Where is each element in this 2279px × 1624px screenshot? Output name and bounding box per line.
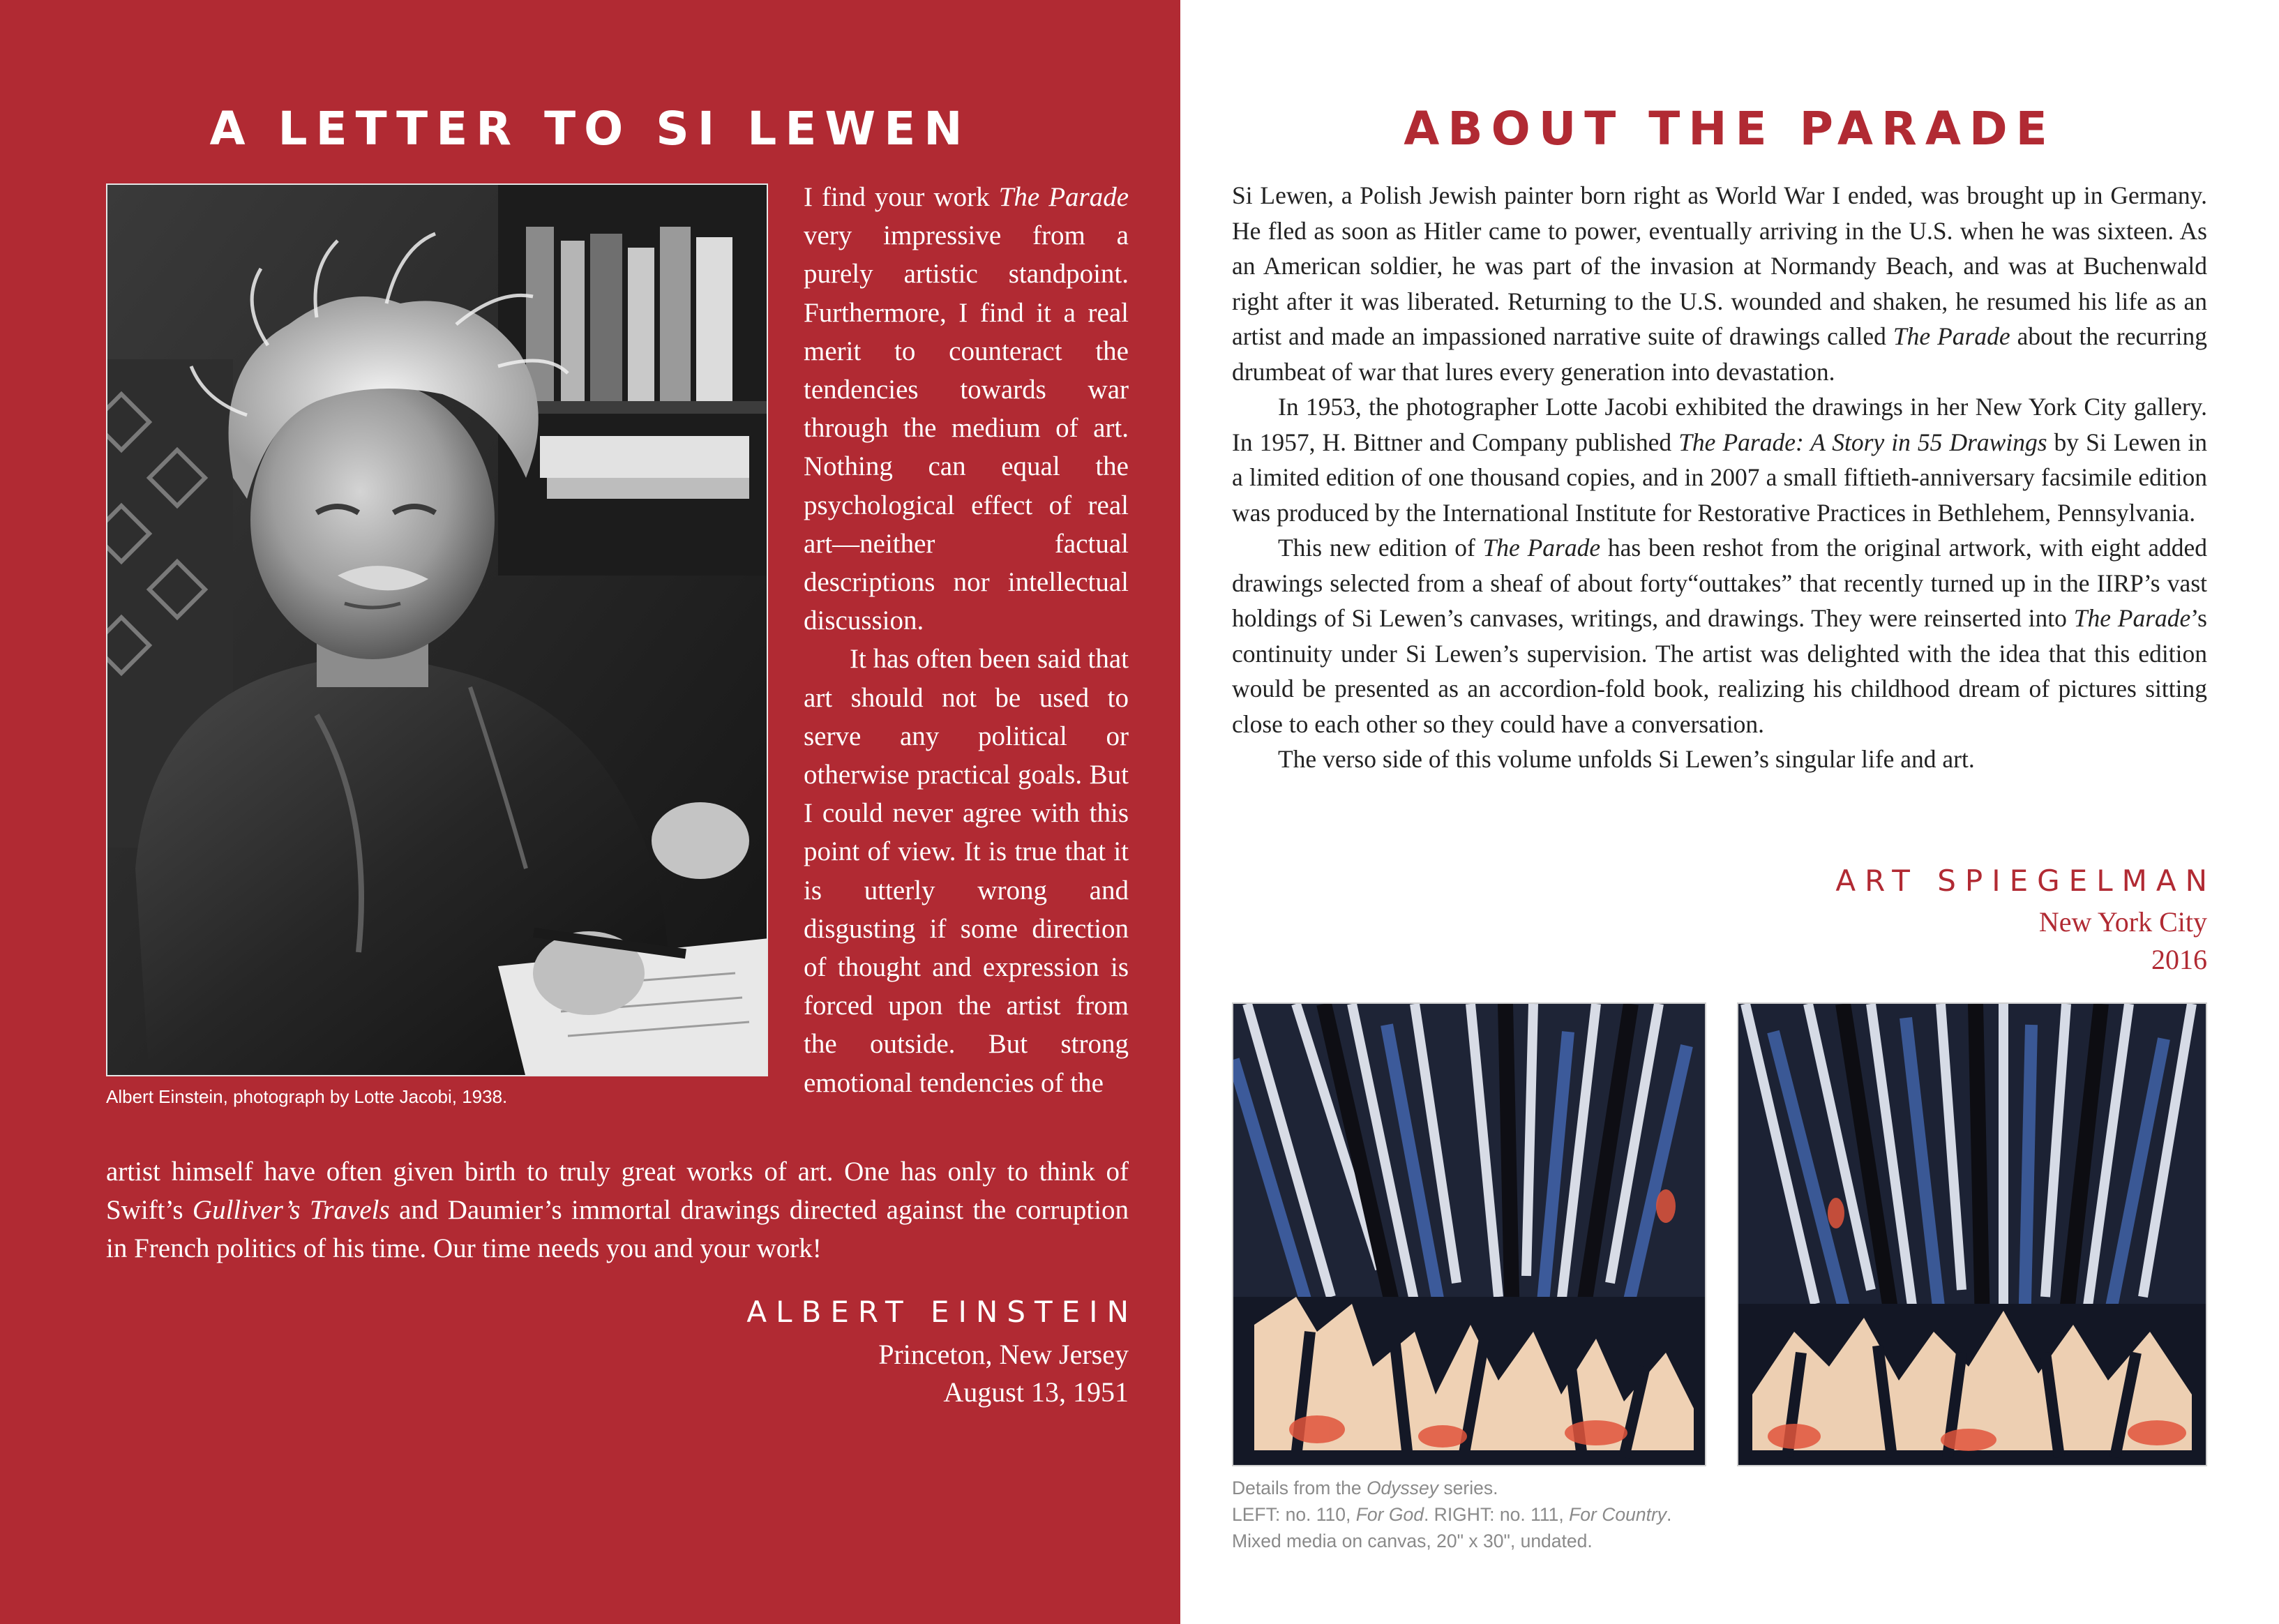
about-p1-title: The Parade <box>1893 322 2010 350</box>
einstein-signature <box>628 1295 1138 1411</box>
letter-heading: A LETTER TO SI LEWEN <box>209 102 971 156</box>
artwork-caption <box>1232 1475 1860 1554</box>
letter-p2-cont-start: artist himself have often given birth to truly great works of art. One has only to think of Swift’s <box>106 1157 1129 1226</box>
about-p3-middle: has been reshot from the original artwork, with eight added drawings selected from a sheaf of about forty“outtakes” that recently turned up in the IIRP’s vast holdings of Si Lewen’s canvases, writings, and drawings. They were reinserted into <box>1232 534 2207 632</box>
about-paragraph-1 <box>1232 178 2207 389</box>
signature-place: Princeton, New Jersey <box>878 1339 1129 1370</box>
letter-paragraph-2-continued <box>106 1152 1129 1268</box>
about-p2-rest: by Si Lewen in a limited edition of one thousand copies, and in 2007 a small fiftieth-anniversary facsimile edition was produced by the International Institute for Restorative Practices in Bethlehem, Pennsylvania. <box>1232 428 2207 527</box>
about-p2-title: The Parade: A Story in 55 Drawings <box>1678 428 2047 456</box>
letter-paragraph-1 <box>804 178 1129 640</box>
artwork-for-god <box>1232 1002 1706 1466</box>
caption-right-title: For Country <box>1569 1504 1667 1525</box>
about-p3-title-2: The Parade <box>2073 604 2191 632</box>
about-heading: ABOUT THE PARADE <box>1404 102 2056 156</box>
about-p3-rest: ’s continuity under Si Lewen’s supervision. The artist was delighted with the idea that this edition would be presented as an accordion-fold book, realizing his childhood dream of pictures sitting close to each other so they could have a conversation. <box>1232 604 2207 738</box>
letter-gulliver-title: Gulliver’s Travels <box>192 1195 390 1226</box>
artwork-for-country <box>1737 1002 2207 1466</box>
letter-p1-rest: very impressive from a purely artistic standpoint. Furthermore, I find it a real merit to counteract the tendencies towards war through the medium of art. Nothing can equal the psychological effect of real art—neither factual descriptions nor intellectual discussion. <box>804 220 1129 636</box>
einstein-photo <box>106 183 768 1076</box>
caption-l1-start: Details from the <box>1232 1478 1367 1498</box>
about-p3-start: This new edition of <box>1278 534 1483 562</box>
photo-caption: Albert Einstein, photograph by Lotte Jacobi, 1938. <box>106 1086 508 1107</box>
caption-l2-end: . <box>1667 1504 1672 1525</box>
caption-l2-start: LEFT: no. 110, <box>1232 1504 1356 1525</box>
artwork-for-god-image <box>1233 1004 1706 1466</box>
caption-l2-middle: . RIGHT: no. 111, <box>1423 1504 1570 1525</box>
about-p1-rest: about the recurring drumbeat of war that lures every generation into devastation. <box>1232 322 2207 386</box>
about-p1-start: Si Lewen, a Polish Jewish painter born right as World War I ended, was brought up in Germany. He fled as soon as Hitler came to power, eventually arriving in the U.S. when he was sixteen. As an American soldier, he was part of the invasion at Normandy Beach, and was at Buchenwald right after it was liberated. Returning to the U.S. wounded and shaken, he resumed his life as an artist and made an impassioned narrative suite of drawings called <box>1232 181 2207 350</box>
caption-left-title: For God <box>1355 1504 1424 1525</box>
letter-p2-cont-rest: and Daumier’s immortal drawings directed against the corruption in French politics of his time. Our time needs you and your work! <box>106 1195 1129 1264</box>
signature-place-right: New York City <box>2038 906 2207 938</box>
signature-year-right: 2016 <box>2151 944 2207 975</box>
letter-paragraph-2: It has often been said that art should not be used to serve any political or otherwise practical goals. But I could never agree with this point of view. It is true that it is utterly wrong and disgusting if some direction of thought and expression is forced upon the artist from the outside. But strong emotional tendencies of the <box>804 644 1129 1098</box>
caption-l1-end: series. <box>1438 1478 1498 1498</box>
caption-series-title: Odyssey <box>1366 1478 1439 1498</box>
about-paragraph-3 <box>1232 530 2207 742</box>
artwork-caption-line-2 <box>1232 1501 1860 1528</box>
signature-name-right: ART SPIEGELMAN <box>1835 864 2216 898</box>
about-p2-start: In 1953, the photographer Lotte Jacobi exhibited the drawings in her New York City gallery. In 1957, H. Bittner and Company published <box>1232 393 2207 456</box>
right-page <box>1180 0 2279 1624</box>
einstein-photo-image <box>107 185 768 1076</box>
letter-column <box>804 178 1129 1102</box>
spiegelman-signature <box>1669 864 2216 979</box>
letter-p1-title: The Parade <box>998 182 1129 212</box>
about-p3-title: The Parade <box>1482 534 1601 562</box>
artwork-caption-line-1 <box>1232 1475 1860 1501</box>
artwork-caption-line-3: Mixed media on canvas, 20" x 30", undated. <box>1232 1531 1593 1551</box>
about-paragraph-4: The verso side of this volume unfolds Si Lewen’s singular life and art. <box>1278 745 1975 773</box>
artwork-for-country-image <box>1738 1004 2207 1466</box>
letter-p1-start: I find your work <box>804 182 999 212</box>
signature-name: ALBERT EINSTEIN <box>746 1295 1138 1329</box>
about-text <box>1232 178 2207 777</box>
about-paragraph-2 <box>1232 389 2207 530</box>
signature-date: August 13, 1951 <box>943 1376 1129 1408</box>
